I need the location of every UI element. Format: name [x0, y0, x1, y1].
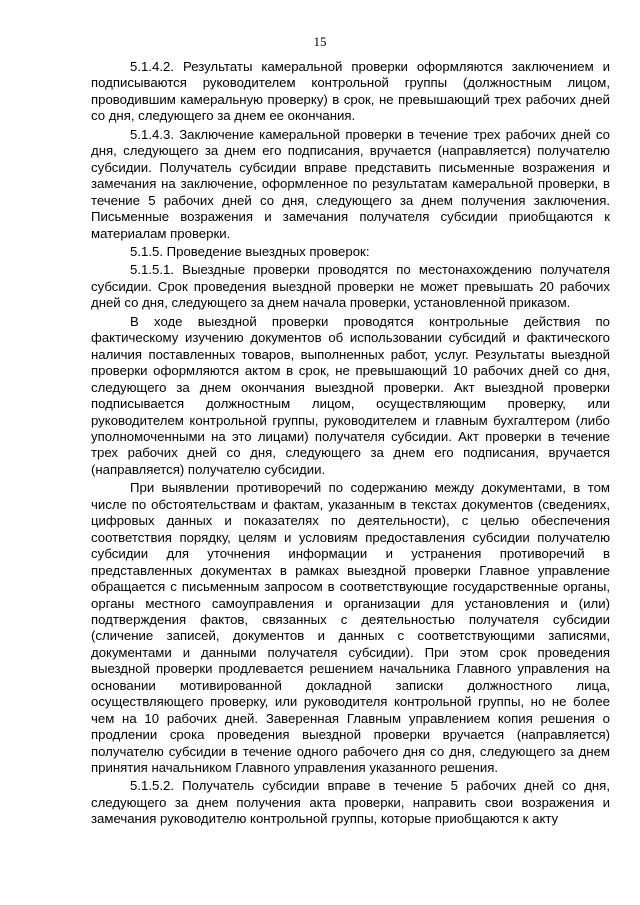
document-body: [91, 59, 610, 828]
page-number: 15: [313, 34, 327, 49]
paragraph-5-1-4-3: 5.1.4.3. Заключение камеральной проверки в течение трех рабочих дней со дня, следующего за днем его подписания, вручается (направляется) получателю субсидии. Получатель субсидии вправе представить письменные возражения и замечания на заключение, оформленное по результатам камеральной проверки, в течение 5 рабочих дней со дня, следующего за днем получения заключения. Письменные возражения и замечания получателя субсидии приобщаются к материалам проверки.: [91, 126, 610, 241]
paragraph-5-1-5-2: 5.1.5.2. Получатель субсидии вправе в течение 5 рабочих дней со дня, следующего за днем получения акта проверки, направить свои возражения и замечания руководителю контрольной группы, которые приобщаются к акту: [91, 778, 610, 827]
paragraph-5-1-5: 5.1.5. Проведение выездных проверок:: [130, 243, 370, 259]
paragraph-5-1-4-2: 5.1.4.2. Результаты камеральной проверки оформляются заключением и подписываются руководителем контрольной группы (должностным лицом, проводившим камеральную проверку) в срок, не превышающий трех рабочих дней со дня, следующего за днем ее окончания.: [91, 59, 610, 124]
paragraph-field-check-actions: В ходе выездной проверки проводятся контрольные действия по фактическому изучению документов об использовании субсидий и фактического наличия поставленных товаров, выполненных работ, услуг. Результаты выездной проверки оформляются актом в срок, не превышающий 10 рабочих дней со дня, следующего за днем окончания выездной проверки. Акт выездной проверки подписывается должностным лицом, осуществляющим проверку, или руководителем контрольной группы, руководителем и главным бухгалтером (либо уполномоченными на это лицами) получателя субсидии. Акт проверки в течение трех рабочих дней со дня, следующего за днем его подписания, вручается (направляется) получателю субсидии.: [91, 313, 610, 477]
paragraph-contradictions: При выявлении противоречий по содержанию между документами, в том числе по обстоятельствам и фактам, указанным в текстах документов (сведениях, цифровых данных и показателях по деятельности), с целью обеспечения соответствия порядку, целям и условиям предоставления субсидии получателю субсидии для уточнения информации и устранения противоречий в представленных документах в рамках выездной проверки Главное управление обращается с письменным запросом в соответствующие государственные органы, органы местного самоуправления и организации для установления и (или) подтверждения фактов, связанных с деятельностью получателя субсидии (сличение записей, документов и данных с соответствующими записями, документами и данными получателя субсидии). При этом срок проведения выездной проверки продлевается решением начальника Главного управления на основании мотивированной докладной записки должностного лица, осуществляющего проверку, или руководителя контрольной группы, но не более чем на 10 рабочих дней. Заверенная Главным управлением копия решения о продлении срока проведения выездной проверки вручается (направляется) получателю субсидии в течение одного рабочего дня со дня, следующего за днем принятия начальником Главного управления указанного решения.: [91, 480, 610, 776]
paragraph-5-1-5-1: 5.1.5.1. Выездные проверки проводятся по местонахождению получателя субсидии. Срок проведения выездной проверки не может превышать 20 рабочих дней со дня, следующего за днем начала проверки, установленной приказом.: [91, 262, 610, 311]
